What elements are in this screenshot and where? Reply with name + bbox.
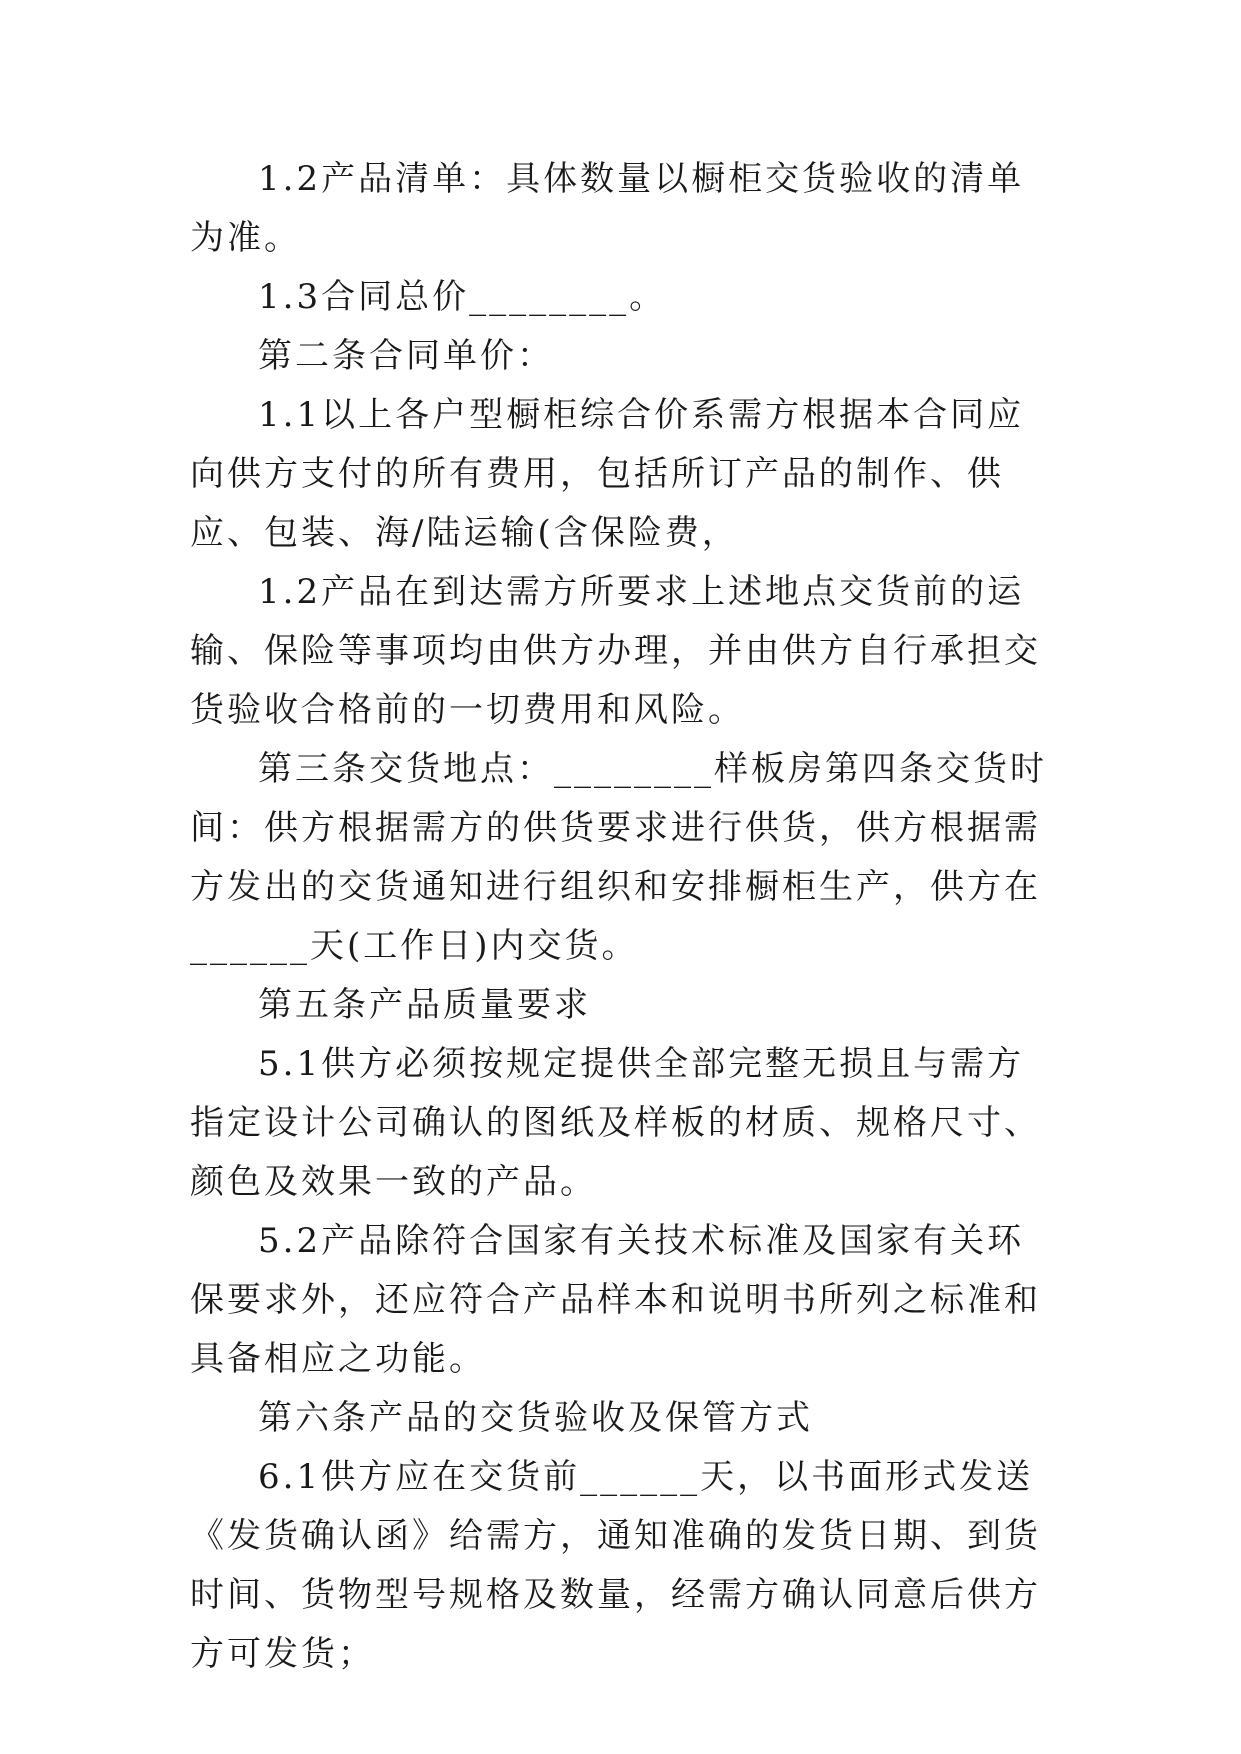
- clause-1-2-product-list: 1.2产品清单：具体数量以橱柜交货验收的清单为准。: [190, 159, 1025, 258]
- clause-5-1-quality: 5.1供方必须按规定提供全部完整无损且与需方指定设计公司确认的图纸及样板的材质、规格尺寸、颜色及效果一致的产品。: [190, 1044, 1041, 1202]
- article-6-heading: 第六条产品的交货验收及保管方式: [258, 1398, 813, 1438]
- article-5-heading: 第五条产品质量要求: [258, 985, 591, 1025]
- clause-1-1-unit-price: 1.1以上各户型橱柜综合价系需方根据本合同应向供方支付的所有费用，包括所订产品的制作、供应、包装、海/陆运输(含保险费，: [190, 395, 1025, 553]
- article-3-4-delivery: 第三条交货地点：________样板房第四条交货时间：供方根据需方的供货要求进行供货，供方根据需方发出的交货通知进行组织和安排橱柜生产，供方在______天(工作日)内交货。: [190, 749, 1047, 966]
- clause-6-1-shipping-notice: 6.1供方应在交货前______天，以书面形式发送《发货确认函》给需方，通知准确的发货日期、到货时间、货物型号规格及数量，经需方确认同意后供方方可发货；: [190, 1457, 1041, 1674]
- clause-1-2-transport: 1.2产品在到达需方所要求上述地点交货前的运输、保险等事项均由供方办理，并由供方自行承担交货验收合格前的一切费用和风险。: [190, 572, 1041, 730]
- clause-5-2-standards: 5.2产品除符合国家有关技术标准及国家有关环保要求外，还应符合产品样本和说明书所列之标准和具备相应之功能。: [190, 1221, 1041, 1379]
- document-body: [190, 150, 1050, 1684]
- clause-1-3-total-price: 1.3合同总价________。: [258, 277, 667, 317]
- article-2-heading: 第二条合同单价：: [258, 336, 554, 376]
